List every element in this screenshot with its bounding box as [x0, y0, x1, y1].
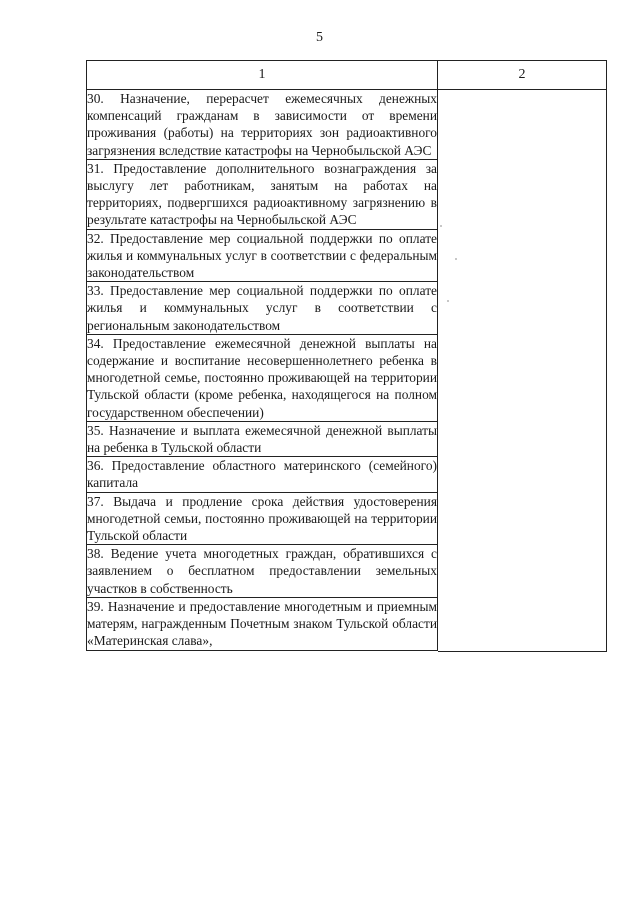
- column-header-1: 1: [87, 61, 438, 90]
- table-cell: 32. Предоставление мер социальной поддержки по оплате жилья и коммунальных услуг в соответствии с федеральным законодательством: [87, 230, 437, 281]
- table-row: [87, 492, 438, 545]
- table-row: [87, 457, 438, 492]
- page-number: 5: [316, 30, 323, 45]
- table-cell: 39. Назначение и предоставление многодетным и приемным матерям, награжденным Почетным знаком Тульской области «Материнская слава»,: [87, 598, 437, 649]
- table-cell: 30. Назначение, перерасчет ежемесячных денежных компенсаций гражданам в зависимости от времени проживания (работы) на территориях зон радиоактивного загрязнения вследствие катастрофы на Чернобыльской АЭС: [87, 91, 437, 158]
- column-header-2: 2: [438, 61, 606, 90]
- column-2: [438, 60, 607, 652]
- table-row: [87, 90, 438, 160]
- table-cell: 38. Ведение учета многодетных граждан, обратившихся с заявлением о бесплатном предоставлении земельных участков в собственность: [87, 546, 437, 596]
- table-cell: 37. Выдача и продление срока действия удостоверения многодетной семьи, постоянно проживающей на территории Тульской области: [87, 493, 437, 544]
- table-row: [87, 545, 438, 598]
- table-cell: 35. Назначение и выплата ежемесячной денежной выплаты на ребенка в Тульской области: [87, 422, 437, 456]
- table-cell: 31. Предоставление дополнительного вознаграждения за выслугу лет работникам, занятым на работах на территориях, подвергшихся радиоактивному загрязнению в результате катастрофы на Чернобыльской АЭС: [87, 160, 437, 228]
- table-cell: 33. Предоставление мер социальной поддержки по оплате жилья и коммунальных услуг в соответствии с региональным законодательством: [87, 283, 437, 333]
- table-row: [87, 159, 438, 229]
- table-row: [87, 334, 438, 421]
- scan-speck: [455, 258, 457, 260]
- table-cell: 36. Предоставление областного материнского (семейного) капитала: [87, 458, 437, 491]
- scan-speck: [440, 225, 442, 227]
- column-2-body: [438, 90, 606, 651]
- scan-speck: [447, 300, 449, 302]
- table-cell: 34. Предоставление ежемесячной денежной выплаты на содержание и воспитание несовершеннолетнего ребенка в многодетной семье, постоянно проживающей на территории Тульской области (кроме ребенка, находящегося на полном государственном обеспечении): [87, 335, 437, 420]
- table-row: [87, 229, 438, 282]
- services-table: [86, 60, 438, 651]
- table-row: [87, 282, 438, 335]
- table-row: [87, 421, 438, 456]
- table-row: [87, 597, 438, 650]
